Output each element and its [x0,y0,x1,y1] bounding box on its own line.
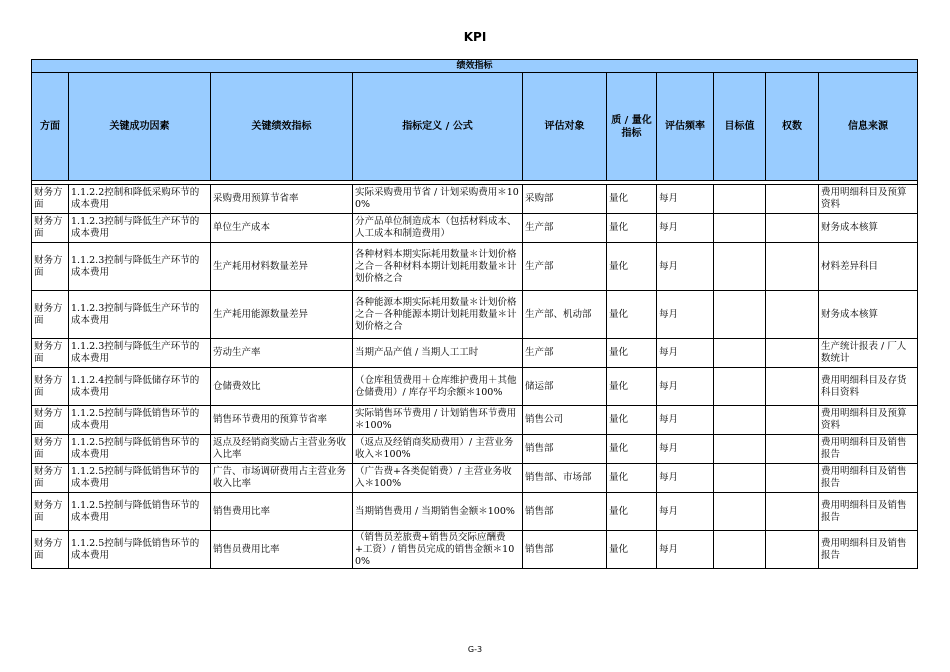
cell-weight [766,493,819,531]
cell-quant-type: 量化 [607,214,657,243]
cell-definition-formula: 当期产品产值 / 当期人工工时 [353,339,523,368]
cell-aspect: 财务方面 [32,243,69,291]
cell-definition-formula: （销售员差旅费+销售员交际应酬费+工资）/ 销售员完成的销售金额＊100% [353,531,523,569]
cell-assessee: 生产部 [523,214,607,243]
cell-assessee: 生产部 [523,243,607,291]
cell-frequency: 每月 [657,531,714,569]
cell-weight [766,406,819,435]
column-header-aspect: 方面 [32,73,69,181]
cell-kpi-name: 生产耗用材料数量差异 [211,243,353,291]
column-header-key-success-factor: 关键成功因素 [69,73,211,181]
cell-frequency: 每月 [657,214,714,243]
cell-kpi-name: 劳动生产率 [211,339,353,368]
table-row [32,368,918,406]
cell-definition-formula: 各种能源本期实际耗用数量＊计划价格之合－各种能源本期计划耗用数量＊计划价格之合 [353,291,523,339]
cell-quant-type: 量化 [607,531,657,569]
table-body [32,185,918,569]
cell-info-source: 财务成本核算 [819,214,918,243]
cell-frequency: 每月 [657,493,714,531]
cell-quant-type: 量化 [607,185,657,214]
document-title: KPI [463,30,487,44]
column-header-definition-formula: 指标定义 / 公式 [353,73,523,181]
cell-info-source: 费用明细科目及销售报告 [819,493,918,531]
cell-key-success-factor: 1.1.2.5控制与降低销售环节的成本费用 [69,493,211,531]
cell-key-success-factor: 1.1.2.5控制与降低销售环节的成本费用 [69,531,211,569]
cell-definition-formula: 分产品单位制造成本（包括材料成本、人工成本和制造费用） [353,214,523,243]
cell-assessee: 储运部 [523,368,607,406]
cell-key-success-factor: 1.1.2.5控制与降低销售环节的成本费用 [69,406,211,435]
cell-target-value [714,185,766,214]
cell-target-value [714,493,766,531]
cell-definition-formula: （仓库租赁费用＋仓库维护费用＋其他仓储费用）/ 库存平均余额＊100% [353,368,523,406]
cell-key-success-factor: 1.1.2.5控制与降低销售环节的成本费用 [69,464,211,493]
cell-frequency: 每月 [657,406,714,435]
cell-target-value [714,531,766,569]
cell-quant-type: 量化 [607,368,657,406]
cell-definition-formula: 当期销售费用 / 当期销售金额＊100% [353,493,523,531]
cell-weight [766,531,819,569]
cell-key-success-factor: 1.1.2.2控制和降低采购环节的成本费用 [69,185,211,214]
cell-weight [766,243,819,291]
cell-aspect: 财务方面 [32,368,69,406]
cell-info-source: 费用明细科目及预算资料 [819,185,918,214]
cell-target-value [714,406,766,435]
cell-kpi-name: 广告、市场调研费用占主营业务收入比率 [211,464,353,493]
cell-info-source: 材料差异科目 [819,243,918,291]
cell-aspect: 财务方面 [32,406,69,435]
cell-kpi-name: 采购费用预算节省率 [211,185,353,214]
cell-kpi-name: 返点及经销商奖励占主营业务收入比率 [211,435,353,464]
cell-assessee: 销售部、市场部 [523,464,607,493]
table-row [32,464,918,493]
cell-aspect: 财务方面 [32,214,69,243]
table-row [32,531,918,569]
cell-definition-formula: 实际采购费用节省 / 计划采购费用＊100% [353,185,523,214]
cell-assessee: 采购部 [523,185,607,214]
table-row [32,435,918,464]
cell-quant-type: 量化 [607,243,657,291]
cell-aspect: 财务方面 [32,464,69,493]
cell-definition-formula: 实际销售环节费用 / 计划销售环节费用＊100% [353,406,523,435]
cell-quant-type: 量化 [607,406,657,435]
table-row [32,291,918,339]
column-header-frequency: 评估频率 [657,73,714,181]
cell-kpi-name: 销售员费用比率 [211,531,353,569]
cell-definition-formula: （广告费+各类促销费）/ 主营业务收入＊100% [353,464,523,493]
cell-kpi-name: 销售费用比率 [211,493,353,531]
cell-frequency: 每月 [657,185,714,214]
cell-target-value [714,368,766,406]
column-header-weight: 权数 [766,73,819,181]
cell-assessee: 销售部 [523,531,607,569]
cell-info-source: 费用明细科目及销售报告 [819,464,918,493]
cell-aspect: 财务方面 [32,185,69,214]
cell-info-source: 财务成本核算 [819,291,918,339]
cell-aspect: 财务方面 [32,531,69,569]
cell-weight [766,214,819,243]
cell-key-success-factor: 1.1.2.3控制与降低生产环节的成本费用 [69,214,211,243]
table-row [32,243,918,291]
cell-definition-formula: （返点及经销商奖励费用）/ 主营业务收入＊100% [353,435,523,464]
cell-key-success-factor: 1.1.2.5控制与降低销售环节的成本费用 [69,435,211,464]
cell-frequency: 每月 [657,243,714,291]
table-row [32,214,918,243]
cell-quant-type: 量化 [607,339,657,368]
cell-kpi-name: 销售环节费用的预算节省率 [211,406,353,435]
cell-kpi-name: 生产耗用能源数量差异 [211,291,353,339]
cell-assessee: 销售部 [523,493,607,531]
cell-assessee: 销售公司 [523,406,607,435]
cell-frequency: 每月 [657,339,714,368]
cell-aspect: 财务方面 [32,291,69,339]
page-number: G-3 [467,645,483,654]
cell-target-value [714,214,766,243]
cell-target-value [714,464,766,493]
cell-frequency: 每月 [657,435,714,464]
cell-key-success-factor: 1.1.2.4控制与降低储存环节的成本费用 [69,368,211,406]
cell-frequency: 每月 [657,464,714,493]
cell-target-value [714,243,766,291]
cell-kpi-name: 仓储费效比 [211,368,353,406]
cell-aspect: 财务方面 [32,493,69,531]
cell-weight [766,291,819,339]
cell-frequency: 每月 [657,291,714,339]
column-header-info-source: 信息来源 [819,73,918,181]
cell-definition-formula: 各种材料本期实际耗用数量＊计划价格之合－各种材料本期计划耗用数量＊计划价格之合 [353,243,523,291]
column-header-assessee: 评估对象 [523,73,607,181]
cell-assessee: 销售部 [523,435,607,464]
cell-key-success-factor: 1.1.2.3控制与降低生产环节的成本费用 [69,291,211,339]
cell-quant-type: 量化 [607,464,657,493]
cell-info-source: 费用明细科目及销售报告 [819,435,918,464]
cell-kpi-name: 单位生产成本 [211,214,353,243]
cell-key-success-factor: 1.1.2.3控制与降低生产环节的成本费用 [69,339,211,368]
cell-weight [766,339,819,368]
cell-assessee: 生产部、机动部 [523,291,607,339]
cell-weight [766,368,819,406]
cell-weight [766,185,819,214]
cell-aspect: 财务方面 [32,339,69,368]
cell-frequency: 每月 [657,368,714,406]
cell-info-source: 费用明细科目及存货科目资料 [819,368,918,406]
cell-target-value [714,291,766,339]
group-header: 绩效指标 [32,60,918,73]
cell-quant-type: 量化 [607,493,657,531]
table-row [32,493,918,531]
cell-target-value [714,435,766,464]
table-row [32,406,918,435]
kpi-table [31,59,918,569]
table-row [32,185,918,214]
column-header-quant-type: 质 / 量化指标 [607,73,657,181]
column-header-row [32,73,918,181]
cell-quant-type: 量化 [607,435,657,464]
cell-weight [766,464,819,493]
cell-aspect: 财务方面 [32,435,69,464]
cell-weight [766,435,819,464]
cell-info-source: 生产统计报表 / 厂人数统计 [819,339,918,368]
column-header-kpi-name: 关键绩效指标 [211,73,353,181]
cell-info-source: 费用明细科目及销售报告 [819,531,918,569]
table-row [32,339,918,368]
cell-info-source: 费用明细科目及预算资料 [819,406,918,435]
cell-target-value [714,339,766,368]
cell-quant-type: 量化 [607,291,657,339]
column-header-target-value: 目标值 [714,73,766,181]
cell-assessee: 生产部 [523,339,607,368]
cell-key-success-factor: 1.1.2.3控制与降低生产环节的成本费用 [69,243,211,291]
